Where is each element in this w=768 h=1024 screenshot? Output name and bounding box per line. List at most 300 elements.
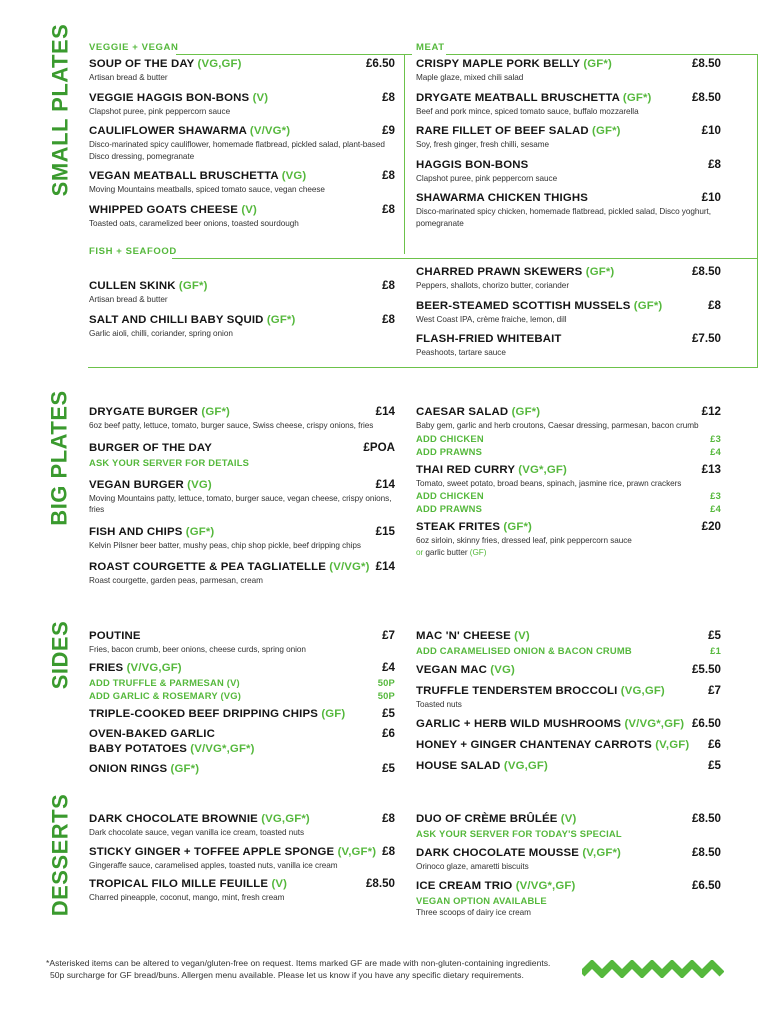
menu-item [89,278,395,306]
menu-item [416,519,721,558]
dietary-tag: (GF*) [198,406,230,418]
menu-item-description: Disco-marinated spicy chicken, homemade flatbread, pickled salad, Disco yoghurt, pomegranate [416,207,711,228]
section-title-desserts: DESSERTS [47,793,72,917]
menu-item-row [416,123,721,139]
menu-item-description: Clapshot puree, pink peppercorn sauce [416,173,558,183]
menu-item-title: DRYGATE BURGER [89,406,199,418]
menu-item-row [89,168,395,184]
menu-item [89,844,395,872]
menu-item-price: £10 [701,124,721,137]
menu-item-row [89,278,395,294]
menu-item-description: Gingeraffe sauce, caramelised apples, toasted nuts, vanilla ice cream [89,860,338,870]
menu-item [89,202,395,230]
menu-item-description: Moving Mountains meatballs, spiced tomato sauce, vegan cheese [89,185,325,194]
menu-item-name [89,441,212,456]
dietary-tag: (VG,GF) [617,685,665,697]
menu-item-name [416,463,567,478]
menu-item-name [416,738,689,753]
menu-item-price: £14 [375,405,395,418]
menu-item-name [89,727,215,742]
menu-item-row [89,628,395,644]
dietary-tag: (VG) [486,664,515,676]
dietary-tag: (V) [238,203,257,216]
dietary-tag: (VG,GF) [194,58,242,70]
dietary-tag: (V) [557,813,577,825]
menu-item-row [89,876,395,892]
footnote-line-1: *Asterisked items can be altered to vegan/gluten-free on request. Items marked GF are made with non-gluten-containing ingredients. [46,958,551,968]
menu-item-row [416,404,721,420]
menu-item-title: ROAST COURGETTE & PEA TAGLIATELLE [89,561,326,573]
divider [88,367,758,368]
addon-label: ADD PRAWNS [416,445,483,457]
zigzag-decoration [582,960,724,978]
addon-row [416,489,721,502]
menu-item-row [416,845,721,861]
menu-item-name [416,57,612,72]
menu-item-name [416,684,665,699]
menu-item [416,190,721,229]
menu-item-title: GARLIC + HERB WILD MUSHROOMS [416,717,622,730]
menu-item [416,264,721,292]
menu-item [416,716,721,732]
dietary-tag: (V/VG,GF) [123,661,182,674]
menu-item-title: CAESAR SALAD [416,406,509,418]
fish-left-column [89,278,395,345]
menu-item-price: £7 [708,684,721,697]
menu-item-title: HOUSE SALAD [416,759,501,772]
menu-item-name [89,812,310,827]
menu-item-row [416,737,721,753]
menu-item [416,628,721,657]
menu-item-row [416,716,721,732]
menu-item [89,761,395,777]
addon-price: 50P [377,676,395,688]
menu-item-description: Disco-marinated spicy cauliflower, homemade flatbread, pickled salad, plant-based Disco dressing, pomegranate [89,140,385,161]
menu-item-price: £5 [382,761,395,775]
menu-item-row [89,811,395,827]
menu-item-row [89,202,395,218]
menu-item [89,660,395,702]
dietary-tag: (GF*) [588,125,621,137]
menu-item-title: OVEN-BAKED GARLIC [89,727,215,740]
menu-item-row [416,56,721,72]
menu-item-price: £8 [382,844,396,858]
menu-item-price: £12 [701,405,721,418]
menu-item-name [416,812,576,827]
menu-item-name [89,203,257,218]
menu-item-price: £13 [701,462,721,476]
menu-item-description: 6oz beef patty, lettuce, tomato, burger sauce, Swiss cheese, crispy onions, fries [89,421,374,430]
dietary-tag: (V/VG*,GF) [621,717,685,730]
menu-item-row [416,462,721,478]
menu-item-title: STICKY GINGER + TOFFEE APPLE SPONGE [89,845,335,858]
menu-item-name [89,525,214,540]
menu-item-row [89,660,395,676]
addon-row [416,644,721,657]
meat-column [416,42,721,235]
dietary-tag: (GF*) [175,280,208,292]
menu-item-row [416,157,721,173]
dietary-tag: (GF*) [580,58,612,70]
menu-item-price: £8.50 [365,877,395,890]
menu-item-description: Charred pineapple, coconut, mango, mint, fresh cream [89,893,285,902]
menu-item [89,726,395,757]
menu-item-price: £7 [382,629,395,642]
menu-item-row [416,758,721,774]
menu-item-description: Three scoops of dairy ice cream [416,907,531,917]
section-title-big-plates: BIG PLATES [47,389,73,526]
menu-item-title: CRISPY MAPLE PORK BELLY [416,58,581,70]
menu-item-name [89,762,199,777]
dietary-tag: (V,GF*) [334,845,377,858]
addon-row [416,502,721,515]
menu-item-name [89,124,290,139]
menu-item-description: Soy, fresh ginger, fresh chilli, sesame [416,140,550,149]
menu-item [416,662,721,678]
dietary-tag: (V) [268,878,288,890]
dietary-tag: (GF) [318,707,346,720]
dietary-tag: (VG) [278,170,307,182]
addon-label: ADD PRAWNS [416,503,483,514]
menu-item [89,524,395,552]
dietary-tag: (V/VG*) [325,561,370,573]
menu-item-name [89,661,182,676]
addon-label: ADD CHICKEN [416,432,484,444]
menu-item-title-line-2: BABY POTATOES [89,742,187,755]
addon-label: ADD TRUFFLE & PARMESAN (V) [89,676,240,688]
menu-item-row [416,878,721,894]
subheading-fish-seafood: FISH + SEAFOOD [89,246,177,257]
menu-item-name [416,191,588,206]
menu-item [416,331,721,359]
menu-item-price: £8 [382,202,395,216]
menu-item-description: Kelvin Pilsner beer batter, mushy peas, chip shop pickle, beef dripping chips [89,540,361,550]
menu-item [416,404,721,458]
menu-item-name [416,879,575,894]
menu-item-note [416,894,721,907]
menu-item-title: STEAK FRITES [416,521,501,533]
menu-item-name [89,629,141,644]
or-text: garlic butter [423,547,470,557]
menu-item-price: £6.50 [691,716,721,730]
menu-item-title: ONION RINGS [89,762,168,775]
menu-item-price: £8 [382,169,395,182]
addon-label: ADD CARAMELISED ONION & BACON CRUMB [416,645,632,656]
dietary-tag: (GF*) [619,91,652,104]
addon-row [89,689,395,702]
dietary-tag: (V/VG*) [246,125,291,137]
menu-item-title: FRIES [89,661,124,674]
menu-item-description: Baby gem, garlic and herb croutons, Caesar dressing, parmesan, bacon crumb [416,421,699,430]
menu-item-name [416,332,562,347]
menu-item-title: SALT AND CHILLI BABY SQUID [89,313,264,326]
menu-item-description: Tomato, sweet potato, broad beans, spinach, jasmine rice, prawn crackers [416,478,682,488]
menu-item-title: TROPICAL FILO MILLE FEUILLE [89,878,269,890]
menu-item-name [89,57,242,72]
menu-item-price: £8 [708,298,721,312]
subheading-meat: MEAT [416,42,445,53]
note-text: VEGAN OPTION AVAILABLE [416,894,547,906]
menu-item-price: £5 [382,706,395,720]
addon-label: ADD GARLIC & ROSEMARY (VG) [89,689,242,701]
menu-item-description: Toasted nuts [416,700,462,709]
dietary-tag: (V,GF) [651,738,690,751]
menu-item [416,298,721,326]
menu-item-description: West Coast IPA, crème fraiche, lemon, dill [416,314,567,324]
menu-item [89,876,395,904]
menu-item-description: Orinoco glaze, amaretti biscuits [416,862,529,871]
menu-item [89,404,395,432]
menu-item-title: CULLEN SKINK [89,280,176,292]
menu-item-name [416,91,652,106]
subheading-veggie-vegan: VEGGIE + VEGAN [89,42,179,53]
menu-item-price: £8.50 [691,57,721,70]
menu-item-title: TRIPLE-COOKED BEEF DRIPPING CHIPS [89,707,318,720]
menu-item-row [416,264,721,280]
menu-item [416,123,721,151]
desserts-right-column [416,811,721,923]
menu-item [416,811,721,840]
addon-price: £3 [710,490,721,501]
menu-item-price: £8.50 [691,812,721,825]
big-plates-right-column [416,404,721,562]
menu-item-price: £5 [708,629,721,642]
menu-item-note [416,827,721,840]
menu-item-price: £15 [375,524,395,538]
menu-item-title: RARE FILLET OF BEEF SALAD [416,125,589,137]
menu-item-name [416,405,540,420]
or-word: or [416,547,424,557]
menu-item-row [416,519,721,535]
menu-item-price: £8 [382,90,395,104]
menu-item-title: FLASH-FRIED WHITEBAIT [416,333,562,345]
dietary-tag: (GF*) [182,525,215,538]
addon-row [416,445,721,458]
menu-item [416,157,721,185]
menu-item-name [416,663,515,678]
menu-item [89,312,395,340]
menu-item-description: Beef and pork mince, spiced tomato sauce, buffalo mozzarella [416,106,639,116]
menu-item-title: VEGAN MAC [416,664,487,676]
menu-item-price: £8 [382,312,395,326]
menu-item-title: POUTINE [89,630,141,642]
menu-item-title: FISH AND CHIPS [89,525,183,538]
note-text: ASK YOUR SERVER FOR DETAILS [89,456,250,468]
dietary-tag: (V) [249,91,269,104]
menu-item-description: Peppers, shallots, chorizo butter, coriander [416,281,569,290]
menu-item-name [89,478,212,493]
menu-item-description: Artisan bread & butter [89,73,168,82]
dietary-tag: (GF*) [263,313,296,326]
menu-item-description: Fries, bacon crumb, beer onions, cheese curds, spring onion [89,645,306,654]
divider [757,54,758,368]
menu-item-price: £8 [382,812,395,825]
dietary-tag: (VG,GF*) [257,813,310,825]
menu-item-title: VEGGIE HAGGIS BON-BONS [89,91,250,104]
menu-item-row [89,706,395,722]
note-text: ASK YOUR SERVER FOR TODAY'S SPECIAL [416,828,622,839]
menu-item-row [416,331,721,347]
menu-item-description: Maple glaze, mixed chili salad [416,73,524,82]
menu-item [89,440,395,469]
menu-item-price: £8.50 [691,846,721,859]
menu-item-price: £5 [708,758,721,772]
menu-item [416,462,721,516]
menu-item [416,758,721,774]
menu-item-name [89,405,230,420]
menu-item-title: VEGAN MEATBALL BRUSCHETTA [89,170,279,182]
menu-item [89,706,395,722]
menu-item-title: SOUP OF THE DAY [89,58,195,70]
menu-item-row [416,811,721,827]
menu-item-name-line-2 [89,742,255,757]
menu-item-row [89,742,395,757]
menu-item-description: Toasted oats, caramelized beer onions, toasted sourdough [89,218,299,228]
big-plates-left-column [89,404,395,595]
menu-item-title: BEER-STEAMED SCOTTISH MUSSELS [416,299,631,312]
or-tag: (GF) [469,547,487,557]
menu-item-row [89,844,395,860]
menu-item-note [89,456,395,469]
fish-heading-wrap [89,246,189,260]
menu-item-title: VEGAN BURGER [89,478,184,491]
menu-item [416,878,721,919]
dietary-tag: (V/VG*,GF) [512,879,576,892]
dietary-tag: (VG,GF) [500,759,548,772]
menu-item-price: £8.50 [691,90,721,104]
addon-price: £4 [710,503,721,514]
dietary-tag: (GF*) [630,299,663,312]
addon-price: 50P [377,689,395,701]
menu-item-row [89,56,395,72]
menu-item-name [89,560,370,575]
sides-right-column [416,628,721,779]
menu-item-price: £POA [363,440,395,454]
menu-item-name [416,158,528,173]
addon-price: £4 [710,445,721,457]
menu-item-name [416,124,621,139]
dietary-tag: (GF*) [582,266,615,278]
menu-item-title: DUO OF CRÈME BRÛLÉE [416,813,558,825]
menu-item [89,168,395,196]
menu-item-title: SHAWARMA CHICKEN THIGHS [416,192,588,204]
menu-item-price: £7.50 [691,332,721,345]
section-title-small-plates: SMALL PLATES [47,23,73,197]
menu-item-title: DARK CHOCOLATE MOUSSE [416,847,580,859]
menu-item-name [416,629,530,644]
menu-item-row [89,726,395,742]
dietary-tag: (GF*) [500,521,532,533]
menu-item-title: TRUFFLE TENDERSTEM BROCCOLI [416,685,618,697]
footnote-line-2: 50p surcharge for GF bread/buns. Allergen menu available. Please let us know if you have any specific dietary requirements. [50,970,524,980]
menu-item-row [89,90,395,106]
menu-item-title: ICE CREAM TRIO [416,879,513,892]
menu-item-name [89,91,268,106]
menu-item-description-extra [416,547,721,559]
menu-item-title: DRYGATE MEATBALL BRUSCHETTA [416,91,620,104]
menu-item-price: £6 [382,726,395,740]
menu-item-title: CAULIFLOWER SHAWARMA [89,125,247,137]
menu-item-price: £4 [382,660,395,674]
menu-item-row [416,90,721,106]
menu-item [89,90,395,118]
menu-item-title: CHARRED PRAWN SKEWERS [416,266,583,278]
menu-item-title: BURGER OF THE DAY [89,441,213,454]
dietary-tag: (V) [510,630,530,642]
addon-row [416,432,721,445]
fish-right-column [416,264,721,365]
menu-item-description: Peashoots, tartare sauce [416,348,506,357]
menu-item [416,845,721,873]
menu-item-name [89,313,295,328]
menu-item-description: Moving Mountains patty, lettuce, tomato, burger sauce, vegan cheese, crispy onions, fries [89,493,392,514]
menu-item-price: £20 [701,520,721,533]
divider [404,54,405,254]
menu-item-row [89,524,395,540]
menu-item-title: THAI RED CURRY [416,463,515,476]
menu-item-description: Dark chocolate sauce, vegan vanilla ice cream, toasted nuts [89,828,305,837]
section-title-sides: SIDES [47,620,72,690]
menu-item-name [416,520,532,535]
menu-item-description: Garlic aioli, chilli, coriander, spring onion [89,328,233,338]
menu-item-description: Roast courgette, garden peas, parmesan, cream [89,576,263,585]
menu-item [416,56,721,84]
menu-item-price: £14 [375,477,395,491]
menu-item [89,559,395,587]
divider [172,258,758,259]
menu-item-row [416,298,721,314]
menu-item-price: £5.50 [691,663,721,676]
menu-item [89,811,395,839]
menu-item-price: £8 [708,157,721,171]
menu-item-price: £9 [382,124,395,137]
menu-item [89,56,395,84]
menu-item-name [89,845,376,860]
dietary-tag: (V/VG*,GF*) [186,742,255,755]
menu-item-name [416,717,684,732]
menu-item-name [416,299,662,314]
menu-item [416,737,721,753]
menu-item-row [416,628,721,644]
menu-item-price: £6 [708,737,721,751]
menu-item-description: 6oz sirloin, skinny fries, dressed leaf, pink peppercorn sauce [416,536,632,545]
menu-item-row [89,477,395,493]
menu-item-title: HONEY + GINGER CHANTENAY CARROTS [416,738,652,751]
desserts-left-column [89,811,395,909]
menu-item-row [89,559,395,575]
dietary-tag: (GF*) [508,406,541,418]
menu-item-row [89,123,395,139]
menu-item [89,477,395,516]
menu-item [89,123,395,162]
footnote [46,957,586,981]
menu-item-description: Clapshot puree, pink peppercorn sauce [89,106,231,116]
menu-item-price: £8.50 [691,265,721,278]
dietary-tag: (VG) [183,478,212,491]
addon-price: £3 [710,432,721,444]
menu-item-row [416,662,721,678]
menu-item-name [416,265,614,280]
menu-item-name [89,169,306,184]
addon-price: £1 [710,645,721,656]
dietary-tag: (V,GF*) [579,847,621,859]
menu-item-title: DARK CHOCOLATE BROWNIE [89,813,258,825]
menu-item-name [416,759,548,774]
dietary-tag: (GF*) [167,762,200,775]
menu-item-name [89,877,287,892]
dietary-tag: (VG*,GF) [514,463,567,476]
addon-row [89,676,395,689]
